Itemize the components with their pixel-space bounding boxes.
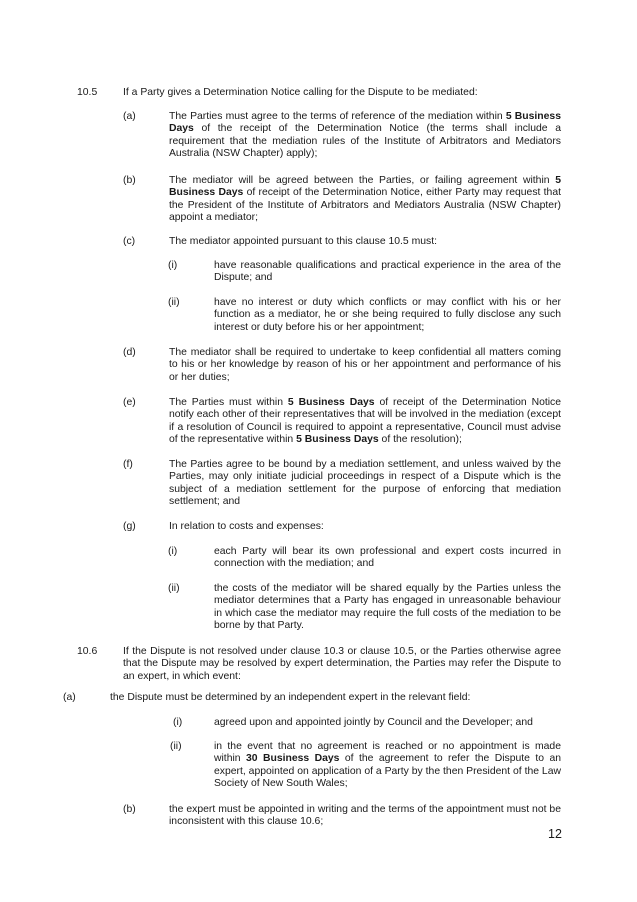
item-label: (c) bbox=[123, 236, 136, 247]
item-text: The mediator will be agreed between the Parties, or failing agreement within 5 Business Days of receipt of the Determination Notice, either Party may request that the President of the Institute of Arbitrators and Mediators Australia (NSW Chapter) appoint a mediator; bbox=[169, 175, 561, 223]
item-label: (a) bbox=[123, 111, 136, 122]
subitem-text: each Party will bear its own professional and expert costs incurred in connection with the mediation; and bbox=[214, 546, 561, 570]
clause-number: 10.6 bbox=[77, 646, 98, 657]
clause-text: If the Dispute is not resolved under clause 10.3 or clause 10.5, or the Parties otherwise agree that the Dispute may be resolved by expert determination, the Parties may refer the Dispute to an expert, in which event: bbox=[123, 646, 561, 682]
subitem-label: (ii) bbox=[168, 583, 180, 594]
clause-number: 10.5 bbox=[77, 87, 98, 98]
subitem-label: (ii) bbox=[170, 741, 182, 752]
subitem-text: agreed upon and appointed jointly by Council and the Developer; and bbox=[214, 717, 533, 728]
item-text: The mediator appointed pursuant to this clause 10.5 must: bbox=[169, 236, 438, 247]
item-text: The Parties agree to be bound by a mediation settlement, and unless waived by the Parties, may only initiate judicial proceedings in respect of a Dispute which is the subject of a mediation settlement for the purpose of enforcing that mediation settlement; and bbox=[169, 459, 561, 507]
subitem-text: have no interest or duty which conflicts or may conflict with his or her function as a mediator, he or she being required to fully disclose any such interest or duty before his or her appointment; bbox=[214, 297, 561, 333]
subitem-text: in the event that no agreement is reached or no appointment is made within 30 Business Days of the agreement to refer the Dispute to an expert, appointed on application of a Party by the then President of the Law Society of New South Wales; bbox=[214, 741, 562, 789]
subitem-label: (i) bbox=[173, 717, 183, 728]
subitem-label: (i) bbox=[168, 260, 178, 271]
item-label: (d) bbox=[123, 347, 136, 358]
item-text: The mediator shall be required to undertake to keep confidential all matters coming to his or her knowledge by reason of his or her appointment and performance of his or her duties; bbox=[169, 347, 561, 383]
item-label: (b) bbox=[123, 175, 136, 186]
item-text: The Parties must within 5 Business Days of receipt of the Determination Notice notify each other of their representatives that will be involved in the mediation (except if a resolution of Council is required to appoint a representative, Council must advise of the representative within 5 Business Days of the resolution); bbox=[169, 397, 562, 445]
item-label: (e) bbox=[123, 397, 136, 408]
item-text: the Dispute must be determined by an independent expert in the relevant field: bbox=[110, 692, 471, 703]
subitem-text: have reasonable qualifications and practical experience in the area of the Dispute; and bbox=[214, 260, 561, 284]
item-label: (g) bbox=[123, 521, 136, 532]
clause-text: If a Party gives a Determination Notice calling for the Dispute to be mediated: bbox=[123, 87, 478, 98]
subitem-text: the costs of the mediator will be shared equally by the Parties unless the mediator determines that a Party has engaged in unreasonable behaviour in which case the mediator may require the full costs of the mediation to be borne by that Party. bbox=[214, 583, 561, 631]
item-text: In relation to costs and expenses: bbox=[169, 521, 324, 532]
subitem-label: (i) bbox=[168, 546, 178, 557]
subitem-label: (ii) bbox=[168, 297, 180, 308]
page-number: 12 bbox=[548, 827, 562, 841]
item-label: (b) bbox=[123, 804, 136, 815]
item-label: (a) bbox=[63, 692, 76, 703]
item-label: (f) bbox=[123, 459, 133, 470]
item-text: the expert must be appointed in writing and the terms of the appointment must not be inconsistent with this clause 10.6; bbox=[169, 804, 561, 828]
item-text: The Parties must agree to the terms of reference of the mediation within 5 Business Days of the receipt of the Determination Notice (the terms shall include a requirement that the mediation rules of the Institute of Arbitrators and Mediators Australia (NSW Chapter) apply); bbox=[169, 111, 561, 159]
